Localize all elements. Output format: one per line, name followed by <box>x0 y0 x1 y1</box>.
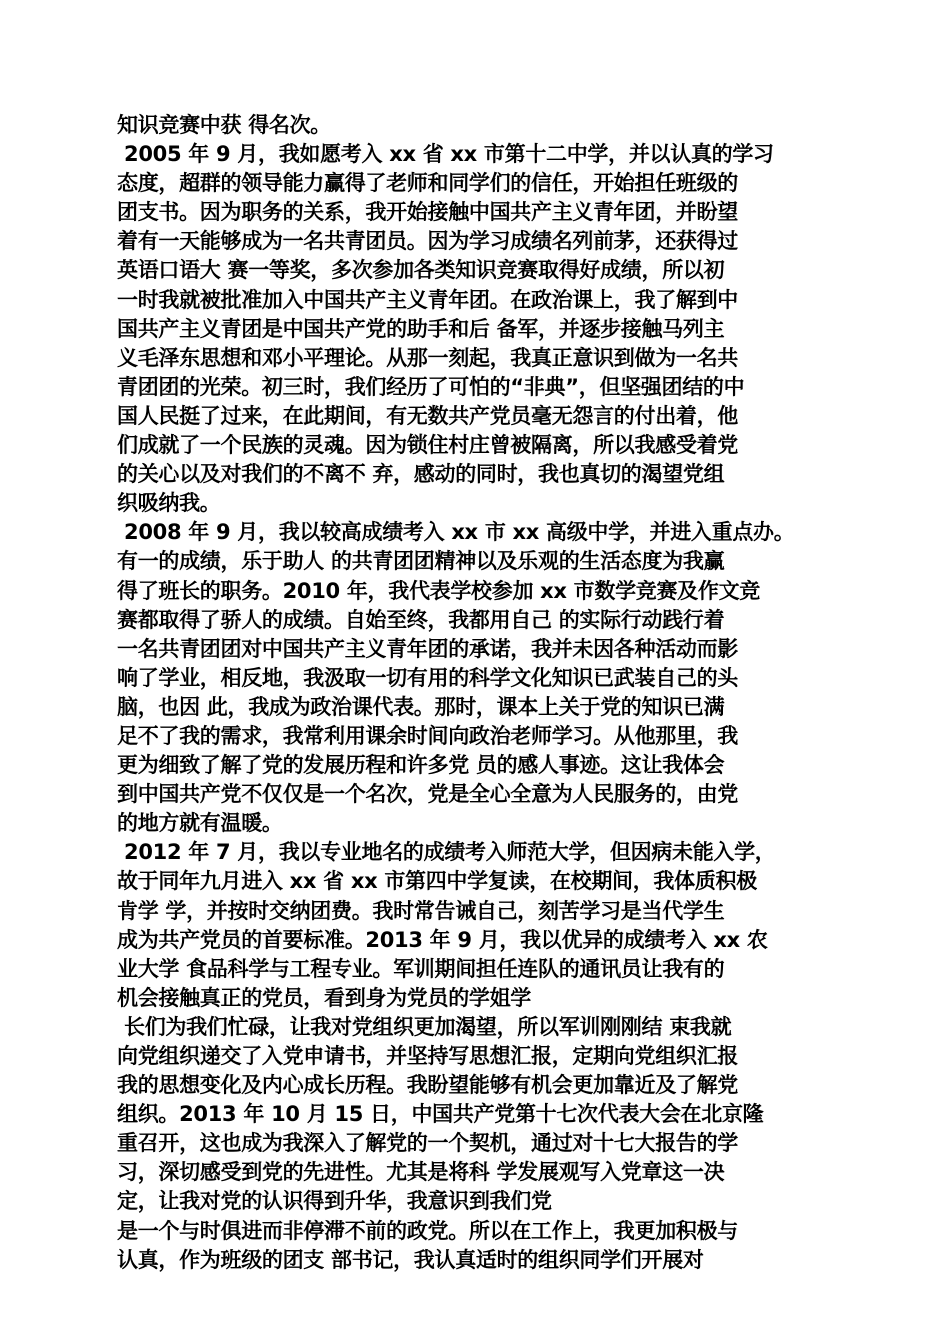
text-line: 知识竞赛中获 得名次。 <box>117 113 332 137</box>
text-line: 机会接触真正的党员，看到身为党员的学姐学 <box>117 985 531 1010</box>
text-line: 们成就了一个民族的灵魂。因为锁住村庄曾被隔离，所以我感受着党 <box>117 433 738 458</box>
body-text <box>117 111 837 1275</box>
text-line: 长们为我们忙碌，让我对党组织更加渴望，所以军训刚刚结 束我就 <box>117 1014 732 1039</box>
text-line: 赛都取得了骄人的成绩。自始至终，我都用自己 的实际行动践行着 <box>117 607 725 632</box>
text-line: 着有一天能够成为一名共青团员。因为学习成绩名列前茅，还获得过 <box>117 229 738 254</box>
text-line: 一名共青团团对中国共产主义青年团的承诺，我并未因各种活动而影 <box>117 636 738 661</box>
text-line: 青团团的光荣。初三时，我们经历了可怕的“非典”，但坚强团结的中 <box>117 374 745 399</box>
text-line: 国共产主义青团是中国共产党的助手和后 备军，并逐步接触马列主 <box>117 316 725 341</box>
text-line: 组织。2013 年 10 月 15 日，中国共产党第十七次代表大会在北京隆 <box>117 1102 764 1127</box>
text-line: 2008 年 9 月，我以较高成绩考入 xx 市 xx 高级中学，并进入重点办。 <box>117 520 795 545</box>
text-line: 脑，也因 此，我成为政治课代表。那时，课本上关于党的知识已满 <box>117 694 725 719</box>
text-line: 是一个与时俱进而非停滞不前的政党。所以在工作上，我更加积极与 <box>117 1218 738 1243</box>
text-line: 足不了我的需求，我常利用课余时间向政治老师学习。从他那里，我 <box>117 723 738 748</box>
text-line: 我的思想变化及内心成长历程。我盼望能够有机会更加靠近及了解党 <box>117 1073 738 1098</box>
text-line: 定，让我对党的认识得到升华，我意识到我们党 <box>117 1189 552 1214</box>
text-line: 认真，作为班级的团支 部书记，我认真适时的组织同学们开展对 <box>117 1247 704 1272</box>
text-line: 得了班长的职务。2010 年，我代表学校参加 xx 市数学竞赛及作文竞 <box>117 578 760 603</box>
text-line: 肯学 学，并按时交纳团费。我时常告诫自己，刻苦学习是当代学生 <box>117 898 725 923</box>
text-line: 2005 年 9 月，我如愿考入 xx 省 xx 市第十二中学，并以认真的学习 <box>117 142 774 167</box>
text-line: 更为细致了解了党的发展历程和许多党 员的感人事迹。这让我体会 <box>117 753 725 778</box>
text-line: 团支书。因为职务的关系，我开始接触中国共产主义青年团，并盼望 <box>117 200 738 225</box>
text-line: 态度，超群的领导能力赢得了老师和同学们的信任，开始担任班级的 <box>117 171 738 196</box>
text-line: 响了学业，相反地，我汲取一切有用的科学文化知识已武装自己的头 <box>117 665 738 690</box>
text-line: 国人民挺了过来，在此期间，有无数共产党员毫无怨言的付出着，他 <box>117 403 738 428</box>
text-line: 义毛泽东思想和邓小平理论。从那一刻起，我真正意识到做为一名共 <box>117 345 738 370</box>
text-line: 故于同年九月进入 xx 省 xx 市第四中学复读，在校期间，我体质积极 <box>117 869 757 894</box>
text-line: 业大学 食品科学与工程专业。军训期间担任连队的通讯员让我有的 <box>117 956 725 981</box>
text-line: 织吸纳我。 <box>117 491 221 516</box>
text-line: 有一的成绩，乐于助人 的共青团团精神以及乐观的生活态度为我赢 <box>117 549 725 574</box>
text-line: 2012 年 7 月，我以专业地名的成绩考入师范大学，但因病未能入学， <box>117 840 776 865</box>
text-line: 成为共产党员的首要标准。2013 年 9 月，我以优异的成绩考入 xx 农 <box>117 927 768 952</box>
text-line: 英语口语大 赛一等奖，多次参加各类知识竞赛取得好成绩，所以初 <box>117 258 725 283</box>
text-line: 的地方就有温暖。 <box>117 811 283 836</box>
text-line: 一时我就被批准加入中国共产主义青年团。在政治课上，我了解到中 <box>117 287 738 312</box>
text-line: 重召开，这也成为我深入了解党的一个契机，通过对十七大报告的学 <box>117 1131 738 1156</box>
text-line: 习，深切感受到党的先进性。尤其是将科 学发展观写入党章这一决 <box>117 1160 725 1185</box>
text-line: 的关心以及对我们的不离不 弃，感动的同时，我也真切的渴望党组 <box>117 462 725 487</box>
text-line: 到中国共产党不仅仅是一个名次，党是全心全意为人民服务的，由党 <box>117 782 738 807</box>
text-line: 向党组织递交了入党申请书，并坚持写思想汇报，定期向党组织汇报 <box>117 1044 738 1068</box>
